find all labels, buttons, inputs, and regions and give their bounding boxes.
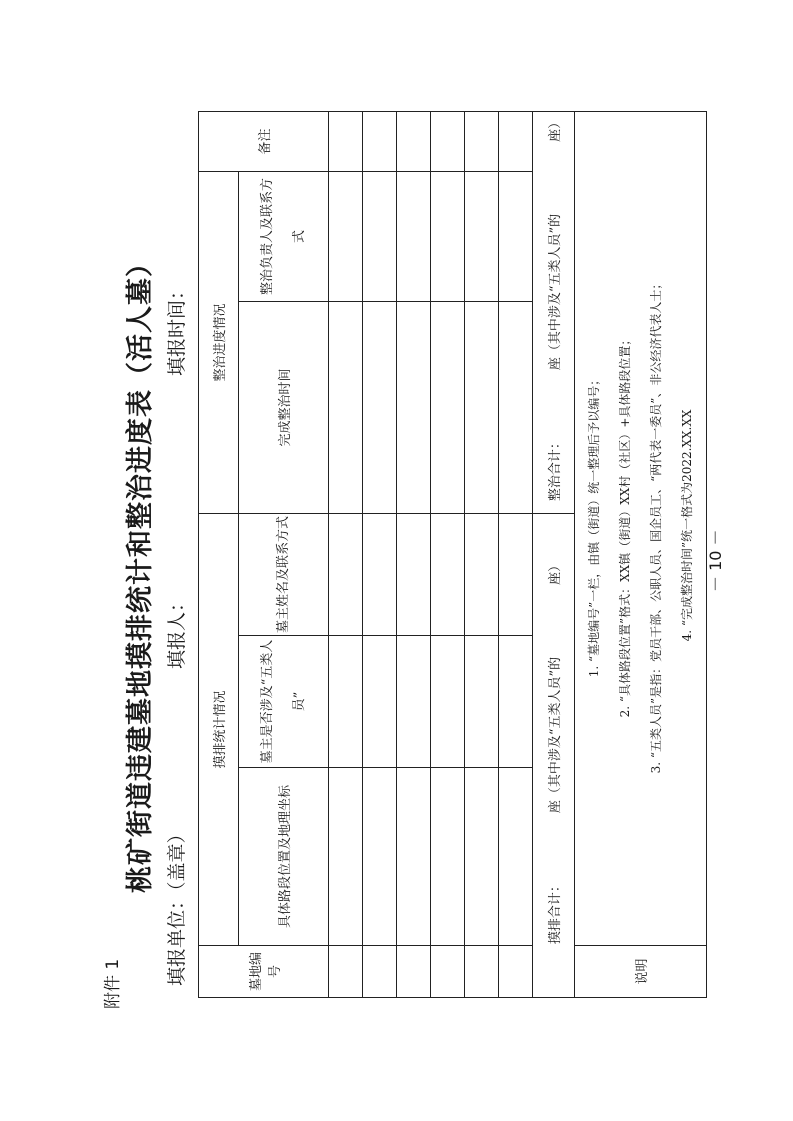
rectify-total-prefix: 整治合计：	[548, 436, 563, 502]
header-owner: 墓主姓名及联系方式	[239, 513, 329, 635]
survey-table	[198, 111, 707, 998]
filler-label: 填报人：	[166, 592, 188, 669]
survey-total-suffix: 座）	[548, 558, 563, 585]
survey-total-cell	[533, 513, 575, 997]
fill-time-label: 填报时间：	[166, 280, 188, 376]
table-row	[465, 111, 499, 997]
notes-cell	[575, 111, 707, 945]
note-item: 3. “五类人员”是指：党员干部、公职人员、国企员工、“两代表一委员”、非公经济代表人士；	[648, 277, 663, 774]
header-grave-no: 墓地编号	[199, 946, 329, 998]
rectify-total-cell	[533, 111, 575, 513]
note-item: 2. “具体路段位置”格式：XX镇（街道）XX村（社区）+具体路段位置；	[617, 333, 632, 718]
notes-label: 说明	[575, 946, 707, 998]
table-row	[363, 111, 397, 997]
rectify-total-suffix: 座）	[548, 115, 563, 142]
header-location: 具体路段位置及地理坐标	[239, 768, 329, 946]
header-complete-time: 完成整治时间	[239, 301, 329, 513]
header-survey-group: 摸排统计情况	[199, 513, 239, 945]
survey-total-mid: 座（其中涉及“五类人员”的	[548, 656, 563, 814]
note-item: 1. “墓地编号”一栏，由镇（街道）统一整理后予以编号；	[586, 373, 601, 678]
header-remarks: 备注	[199, 111, 329, 171]
fill-unit-label: 填报单位：（盖章）	[166, 824, 188, 986]
header-progress-group: 整治进度情况	[199, 171, 239, 513]
table-row	[397, 111, 431, 997]
table-row	[431, 111, 465, 997]
attachment-label: 附件 1	[103, 958, 123, 1009]
header-five-types: 墓主是否涉及“五类人员”	[239, 636, 329, 768]
table-row	[329, 111, 363, 997]
document-title: 桃矿街道违建墓地摸排统计和整治进度表（活人墓）	[125, 249, 156, 893]
header-responsible: 整治负责人及联系方式	[239, 171, 329, 301]
table-row	[499, 111, 533, 997]
page-number: － 10 －	[706, 529, 725, 592]
survey-total-prefix: 摸排合计：	[548, 879, 563, 945]
rectify-total-mid: 座（其中涉及“五类人员”的	[548, 213, 563, 371]
note-item: 4. “完成整治时间”统一格式为2022.XX.XX	[679, 409, 694, 642]
